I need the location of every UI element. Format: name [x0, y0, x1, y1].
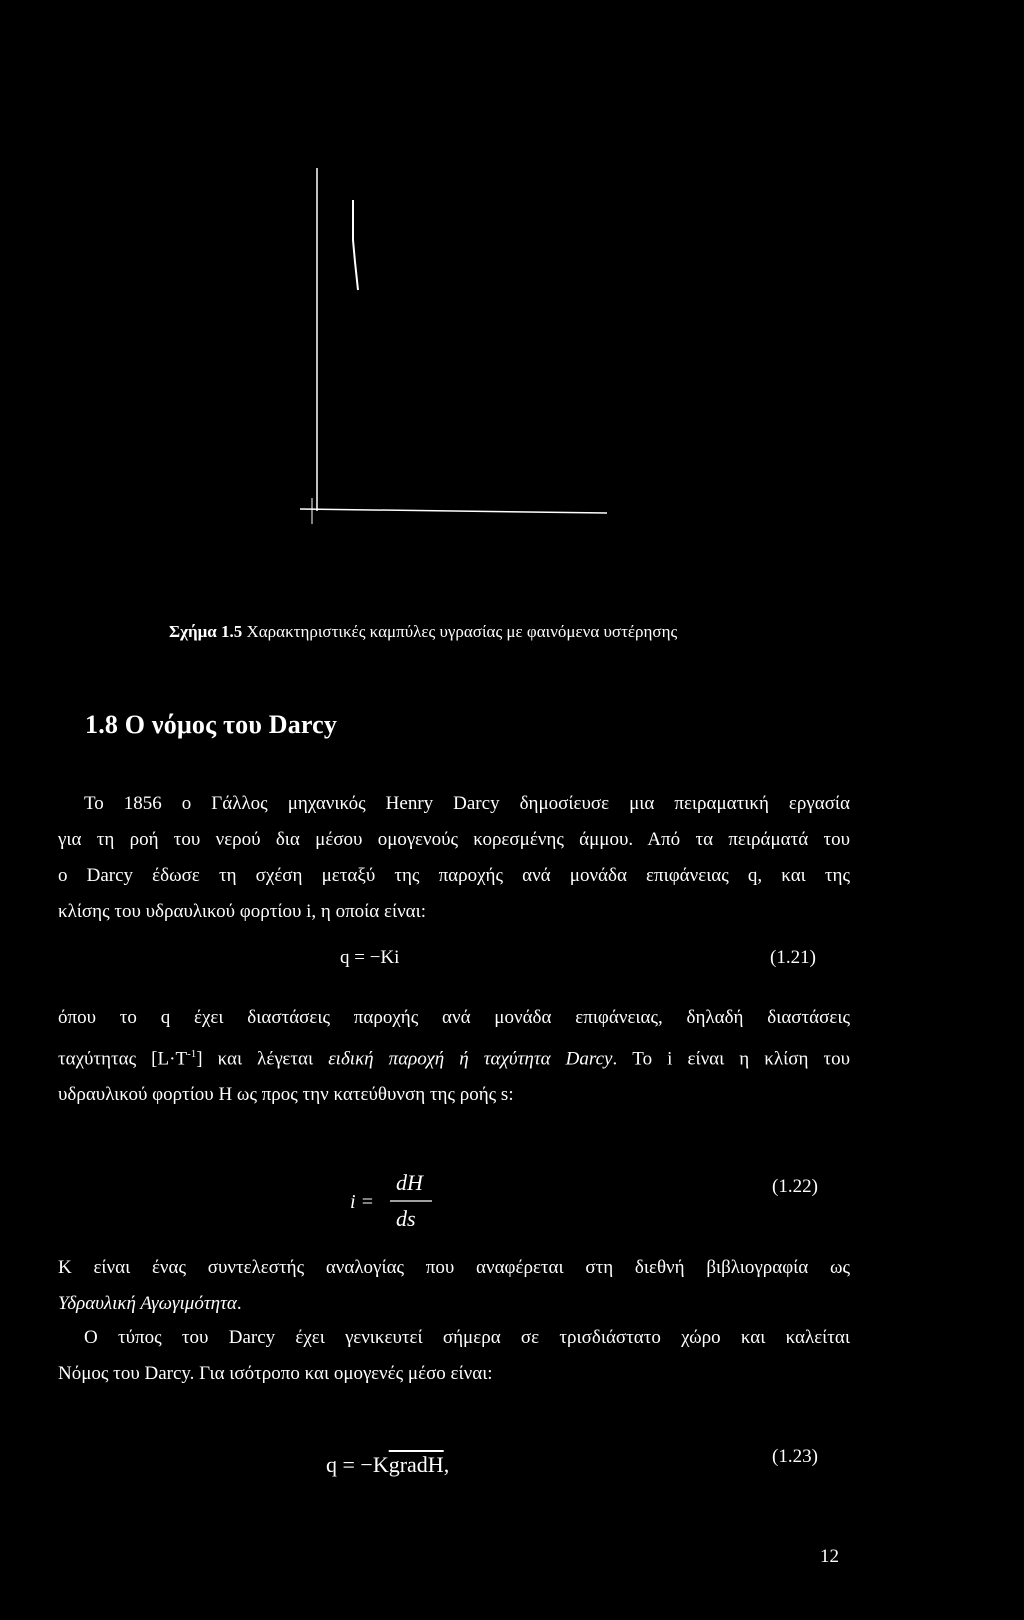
figure-x-axis [300, 509, 607, 513]
equation-3-post: , [443, 1452, 450, 1477]
paragraph-1 [58, 786, 850, 930]
paragraph-2-line: υδραυλικού φορτίου H ως προς την κατεύθυνση της ροής s: [58, 1084, 514, 1106]
paragraph-1-line: κλίσης του υδραυλικού φορτίου i, η οποία είναι: [58, 901, 427, 922]
paragraph-3-italic: Υδραυλική Αγωγιμότητα [58, 1293, 237, 1314]
paragraph-2-text: ταχύτητας [L·T [58, 1048, 188, 1070]
paragraph-4-line: Ο τύπος του Darcy έχει γενικευτεί σήμερα σε τρισδιάστατο χώρο και καλείται [84, 1327, 850, 1348]
paragraph-2-italic: ειδική παροχή ή ταχύτητα Darcy [328, 1048, 613, 1070]
equation-3-grad: gradH [388, 1452, 444, 1477]
figure-caption-text: Χαρακτηριστικές καμπύλες υγρασίας με φαινόμενα υστέρησης [242, 622, 678, 641]
equation-2 [350, 1170, 450, 1230]
equation-2-number: (1.22) [772, 1176, 818, 1197]
paragraph-2 [58, 1000, 850, 1113]
paragraph-3-line [58, 1286, 850, 1322]
paragraph-2-line: όπου το q έχει διαστάσεις παροχής ανά μονάδα επιφάνειας, δηλαδή διαστάσεις [58, 1007, 850, 1028]
equation-2-lhs: i = [350, 1191, 375, 1213]
paragraph-3-text: . [236, 1293, 242, 1314]
paragraph-2-text: ] και λέγεται [196, 1048, 329, 1070]
paragraph-4-line: Νόμος του Darcy. Για ισότροπο και ομογενές μέσο είναι: [58, 1363, 493, 1384]
page-number: 12 [820, 1546, 839, 1567]
paragraph-3 [58, 1250, 850, 1322]
paragraph-2-superscript: -1 [187, 1048, 197, 1060]
equation-3-pre: q = −K [326, 1452, 389, 1477]
section-heading: 1.8 Ο νόμος του Darcy [85, 710, 338, 739]
paragraph-4 [58, 1320, 850, 1392]
paragraph-3-line: K είναι ένας συντελεστής αναλογίας που αναφέρεται στη διεθνή βιβλιογραφία ως [58, 1257, 850, 1278]
equation-1: q = −Ki [340, 947, 400, 968]
equation-2-numerator: dH [396, 1170, 423, 1195]
paragraph-1-line: ο Darcy έδωσε τη σχέση μεταξύ της παροχής ανά μονάδα επιφάνειας q, και της [58, 865, 850, 886]
hysteresis-figure [0, 0, 1024, 560]
figure-curve [353, 200, 358, 290]
equation-3-number: (1.23) [772, 1446, 818, 1467]
figure-caption-label: Σχήμα 1.5 [169, 622, 243, 641]
paragraph-2-text: . Το i είναι η κλίση του [612, 1048, 850, 1070]
equation-2-denominator: ds [396, 1206, 416, 1230]
equation-1-number: (1.21) [770, 947, 816, 968]
paragraph-1-line: Το 1856 ο Γάλλος μηχανικός Henry Darcy δημοσίευσε μια πειραματική εργασία [84, 793, 850, 814]
paragraph-2-line [58, 1036, 850, 1077]
equation-3 [326, 1452, 449, 1478]
figure-caption [169, 622, 677, 642]
paragraph-1-line: για τη ροή του νερού δια μέσου ομογενούς κορεσμένης άμμου. Από τα πειράματά του [58, 829, 850, 850]
